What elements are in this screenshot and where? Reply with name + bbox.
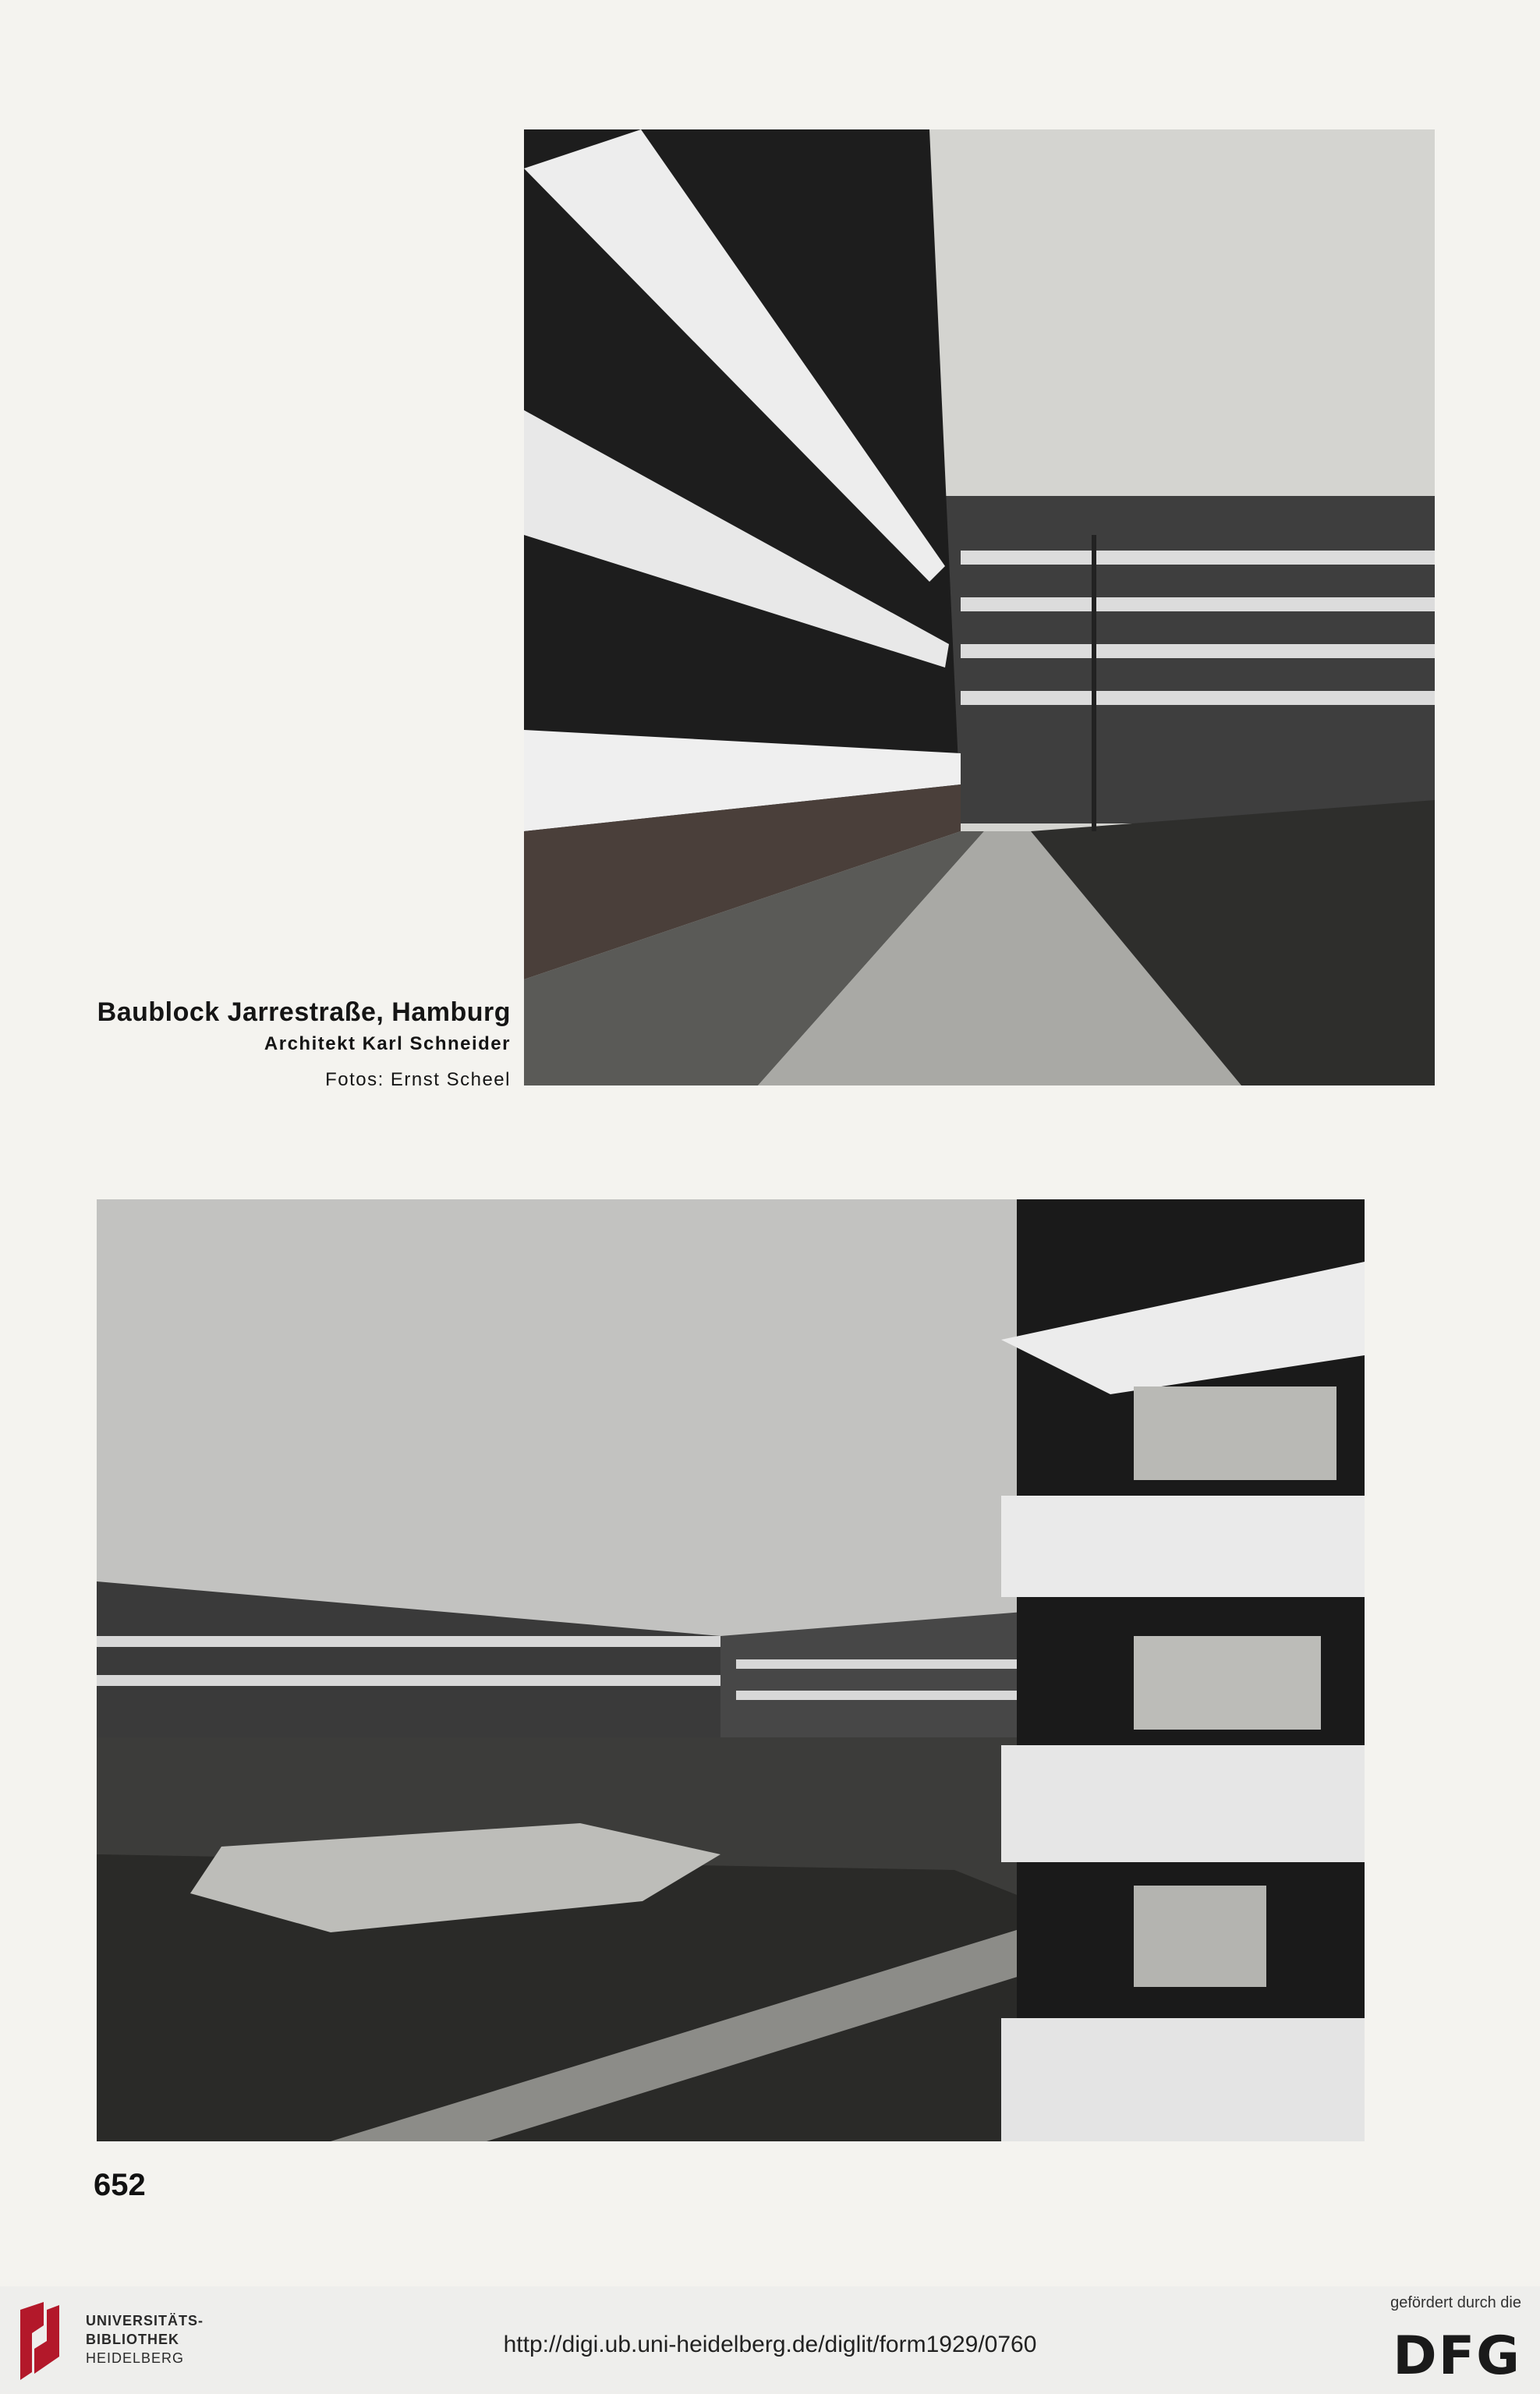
caption-title: Baublock Jarrestraße, Hamburg <box>97 997 511 1027</box>
funded-by-label: gefördert durch die <box>1390 2294 1521 2311</box>
footer-bar <box>0 2286 1540 2394</box>
library-name-line3: HEIDELBERG <box>86 2350 185 2366</box>
caption-architect: Architekt Karl Schneider <box>264 1033 511 1054</box>
permalink-url[interactable]: http://digi.ub.uni-heidelberg.de/diglit/form1929/0760 <box>503 2332 1037 2357</box>
dfg-logo: DFG <box>1393 2325 1521 2387</box>
photo-jarrestrasse-courtyard <box>97 1199 1365 2141</box>
library-name-line1: UNIVERSITÄTS- <box>86 2313 204 2328</box>
caption-photo-credit: Fotos: Ernst Scheel <box>325 1069 511 1090</box>
library-name-line2: BIBLIOTHEK <box>86 2332 179 2347</box>
page-number: 652 <box>94 2168 146 2202</box>
photo-jarrestrasse-walkway <box>524 129 1435 1085</box>
